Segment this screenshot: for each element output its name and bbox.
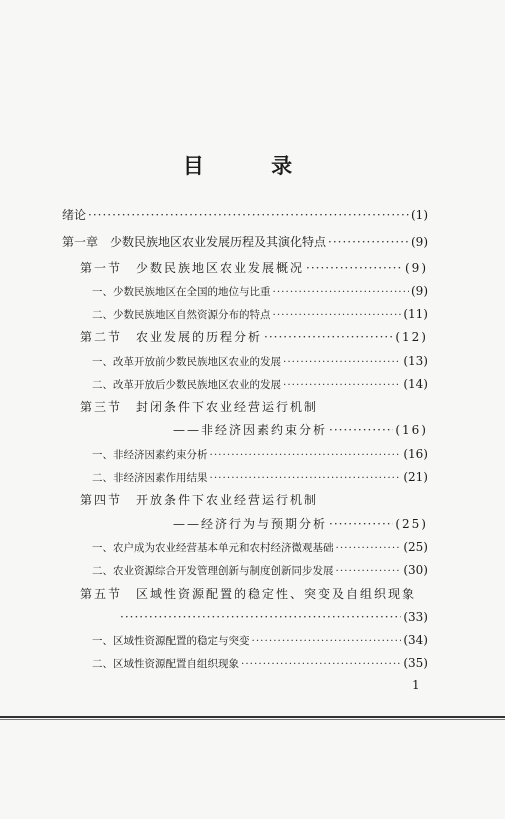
toc-entry-label: 二、农业资源综合开发管理创新与制度创新同步发展 xyxy=(92,565,334,577)
toc-entry-page: (9) xyxy=(411,284,428,298)
leader-dots xyxy=(328,233,409,251)
leader-dots xyxy=(252,632,402,650)
page-number: 1 xyxy=(412,678,420,692)
toc-entry-label: 第一节 少数民族地区农业发展概况 xyxy=(80,261,305,275)
toc-entry-label: 一、少数民族地区在全国的地位与比重 xyxy=(92,286,271,298)
toc-entry[interactable] xyxy=(92,538,428,556)
toc-entry-page: (9) xyxy=(411,235,428,249)
leader-dots xyxy=(241,655,401,673)
bottom-rule xyxy=(0,716,505,718)
toc-entry[interactable] xyxy=(92,375,428,393)
toc-entry-page: (9) xyxy=(405,261,428,275)
toc-entry[interactable] xyxy=(118,608,428,626)
toc-entry[interactable] xyxy=(173,421,428,439)
toc-entry-label: 二、少数民族地区自然资源分布的特点 xyxy=(92,309,271,321)
toc-entry[interactable] xyxy=(92,654,428,672)
toc-entry-label: 二、非经济因素作用结果 xyxy=(92,472,208,484)
toc-entry-page: (25) xyxy=(395,517,428,531)
toc-entry[interactable] xyxy=(92,352,428,370)
toc-entry-page: (13) xyxy=(403,354,428,368)
toc-entry-page: (34) xyxy=(403,633,428,647)
page-title: 目 录 xyxy=(182,154,323,178)
toc-entry[interactable] xyxy=(92,561,428,579)
toc-entry-label: 绪论 xyxy=(62,208,87,222)
toc-entry[interactable] xyxy=(62,233,428,251)
toc-entry-label: 一、区域性资源配置的稳定与突变 xyxy=(92,635,250,647)
toc-entry-page: (35) xyxy=(403,656,428,670)
toc-entry-page: (25) xyxy=(403,540,428,554)
toc-entry[interactable] xyxy=(80,328,428,346)
leader-dots xyxy=(264,328,393,346)
leader-dots xyxy=(283,353,401,371)
toc-entry-heading[interactable]: 第五节 区域性资源配置的稳定性、突变及自组织现象 xyxy=(80,587,417,601)
toc-entry-label: 第一章 少数民族地区农业发展历程及其演化特点 xyxy=(62,235,327,249)
toc-entry-label: ——经济行为与预期分析 xyxy=(173,517,328,531)
toc-entry[interactable] xyxy=(92,282,428,300)
toc-entry[interactable] xyxy=(173,515,428,533)
toc-entry-page: (21) xyxy=(403,470,428,484)
toc-entry-page: (16) xyxy=(403,447,428,461)
leader-dots xyxy=(210,469,402,487)
toc-entry[interactable] xyxy=(92,305,428,323)
toc-entry-page: (11) xyxy=(403,307,428,321)
leader-dots xyxy=(336,539,402,557)
toc-entry[interactable] xyxy=(62,206,428,224)
bottom-rule-thin xyxy=(0,719,505,720)
toc-entry-page: (33) xyxy=(403,610,428,624)
leader-dots xyxy=(210,446,402,464)
toc-entry-label: 二、区域性资源配置自组织现象 xyxy=(92,658,239,670)
leader-dots xyxy=(336,562,402,580)
toc-entry-page: (1) xyxy=(411,208,428,222)
toc-entry-label: 第二节 农业发展的历程分析 xyxy=(80,330,263,344)
toc-entry[interactable] xyxy=(92,631,428,649)
toc-entry-page: (14) xyxy=(403,377,428,391)
leader-dots xyxy=(273,306,402,324)
toc-entry[interactable] xyxy=(92,468,428,486)
leader-dots xyxy=(273,283,410,301)
leader-dots xyxy=(329,421,393,439)
leader-dots xyxy=(120,608,401,626)
toc-entry-label: 二、改革开放后少数民族地区农业的发展 xyxy=(92,379,281,391)
leader-dots xyxy=(88,206,409,224)
toc-entry[interactable] xyxy=(92,445,428,463)
toc-entry-label: 一、改革开放前少数民族地区农业的发展 xyxy=(92,356,281,368)
toc-entry-label: ——非经济因素约束分析 xyxy=(173,423,328,437)
toc-entry-page: (12) xyxy=(395,330,428,344)
toc-entry-heading[interactable]: 第四节 开放条件下农业经营运行机制 xyxy=(80,493,319,507)
leader-dots xyxy=(329,515,393,533)
toc-entry-page: (30) xyxy=(403,563,428,577)
toc-entry-heading[interactable]: 第三节 封闭条件下农业经营运行机制 xyxy=(80,400,319,414)
toc-entry-label: 一、农户成为农业经营基本单元和农村经济微观基础 xyxy=(92,542,334,554)
toc-entry[interactable] xyxy=(80,259,428,277)
leader-dots xyxy=(283,376,401,394)
leader-dots xyxy=(306,259,403,277)
toc-entry-page: (16) xyxy=(395,423,428,437)
toc-entry-label: 一、非经济因素约束分析 xyxy=(92,449,208,461)
